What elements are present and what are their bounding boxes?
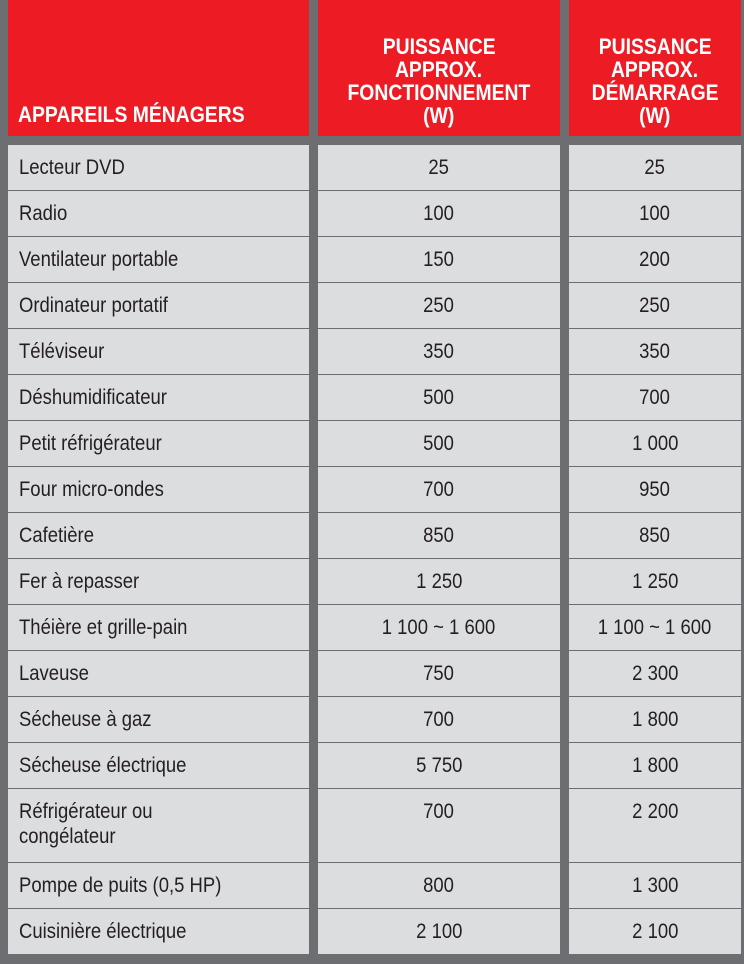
appliance-name: Cuisinière électrique [19,920,187,943]
appliance-name-cell [8,145,309,190]
running-watts-value-cell [318,697,560,742]
starting-watts-value: 850 [639,524,671,547]
starting-watts-value: 25 [644,156,666,179]
appliance-name: Téléviseur [19,340,105,363]
running-watts-header [318,0,560,136]
running-watts-value-cell [318,375,560,420]
appliance-name-cell [8,863,309,908]
starting-watts-value: 1 800 [631,754,679,777]
starting-watts-value: 100 [639,202,671,225]
starting-watts-value-cell [569,909,741,954]
running-watts-value: 500 [423,386,455,409]
running-watts-value: 150 [423,248,455,271]
starting-watts-value-cell [569,191,741,236]
appliance-name: Pompe de puits (0,5 HP) [19,874,222,897]
appliance-name-cell [8,237,309,282]
starting-watts-value: 2 100 [631,920,679,943]
appliance-header [8,0,309,136]
running-watts-value-cell [318,467,560,512]
running-watts-value: 350 [423,340,455,363]
appliance-name-cell [8,605,309,650]
starting-watts-value-cell [569,467,741,512]
starting-watts-value-cell [569,789,741,862]
running-watts-value: 700 [423,478,455,501]
appliance-name-cell [8,909,309,954]
running-watts-value-cell [318,559,560,604]
appliance-name: Lecteur DVD [19,156,125,179]
running-watts-value-cell [318,863,560,908]
starting-watts-column [569,0,741,964]
running-watts-value: 25 [428,156,450,179]
starting-watts-value-cell [569,651,741,696]
appliance-name: Fer à repasser [19,570,140,593]
appliance-name: Petit réfrigérateur [19,432,162,455]
running-watts-value-cell [318,283,560,328]
appliance-name-cell [8,513,309,558]
starting-watts-value: 1 800 [631,708,679,731]
starting-watts-value-cell [569,145,741,190]
appliance-name-cell [8,559,309,604]
appliance-name: Ventilateur portable [19,248,179,271]
running-watts-value: 850 [423,524,455,547]
starting-header-line: DÉMARRAGE [591,80,719,105]
appliance-name: Sécheuse à gaz [19,708,152,731]
appliance-name: Ordinateur portatif [19,294,168,317]
starting-watts-value-cell [569,283,741,328]
running-watts-value: 2 100 [415,920,463,943]
starting-watts-value: 250 [639,294,671,317]
appliance-name: Sécheuse électrique [19,754,187,777]
running-watts-value-cell [318,191,560,236]
starting-watts-value-cell [569,559,741,604]
starting-watts-value: 700 [639,386,671,409]
starting-watts-value: 1 000 [631,432,679,455]
appliance-name-cell [8,651,309,696]
running-watts-column [318,0,560,964]
starting-watts-value: 2 200 [631,800,679,823]
running-header-line: (W) [423,103,455,128]
starting-watts-value: 2 300 [631,662,679,685]
running-watts-value: 700 [423,708,455,731]
appliance-name-cell [8,329,309,374]
appliance-name: Four micro-ondes [19,478,164,501]
running-watts-value: 250 [423,294,455,317]
appliance-name-cell [8,283,309,328]
starting-watts-value-cell [569,237,741,282]
running-watts-value: 100 [423,202,455,225]
running-watts-value-cell [318,237,560,282]
starting-watts-value: 1 100 ~ 1 600 [598,616,712,639]
starting-watts-value-cell [569,421,741,466]
running-watts-value: 5 750 [415,754,463,777]
appliance-name-cell [8,375,309,420]
appliance-header-label: APPAREILS MÉNAGERS [18,102,245,127]
running-watts-value-cell [318,651,560,696]
running-watts-value: 800 [423,874,455,897]
running-watts-cells [318,145,560,955]
appliance-name-cell [8,467,309,512]
appliance-name: Déshumidificateur [19,386,167,409]
running-header-line: APPROX. [395,57,483,82]
appliance-column [8,0,309,964]
running-watts-value: 700 [423,800,455,823]
appliance-name: Radio [19,202,68,225]
appliance-name: Laveuse [19,662,89,685]
starting-watts-value: 350 [639,340,671,363]
running-watts-value: 1 100 ~ 1 600 [382,616,496,639]
appliance-name-cell [8,743,309,788]
appliance-name: Cafetière [19,524,94,547]
appliance-name: Théière et grille-pain [19,616,188,639]
running-watts-value-cell [318,513,560,558]
appliance-name-line: Réfrigérateur ou [19,800,153,823]
running-watts-value-cell [318,789,560,862]
running-header-line: FONCTIONNEMENT [347,80,531,105]
starting-watts-value: 1 250 [631,570,679,593]
appliance-name-cell [8,421,309,466]
appliance-name-cell [8,789,309,862]
appliance-name-cell [8,191,309,236]
starting-header-line: PUISSANCE [598,34,712,59]
starting-header-line: (W) [639,103,671,128]
running-watts-value-cell [318,145,560,190]
starting-watts-value: 950 [639,478,671,501]
starting-watts-value-cell [569,329,741,374]
running-header-line: PUISSANCE [382,34,496,59]
starting-watts-value: 200 [639,248,671,271]
starting-watts-value-cell [569,375,741,420]
starting-watts-value: 1 300 [631,874,679,897]
starting-watts-value-cell [569,743,741,788]
running-watts-value-cell [318,743,560,788]
starting-watts-value-cell [569,697,741,742]
starting-watts-header [569,0,741,136]
running-watts-value: 1 250 [415,570,463,593]
running-watts-value-cell [318,605,560,650]
starting-header-line: APPROX. [611,57,699,82]
appliance-cells [8,145,309,955]
starting-watts-value-cell [569,513,741,558]
appliance-name-cell [8,697,309,742]
starting-watts-value-cell [569,863,741,908]
running-watts-value-cell [318,909,560,954]
starting-watts-value-cell [569,605,741,650]
running-watts-value: 750 [423,662,455,685]
appliance-name-line: congélateur [19,825,116,848]
running-watts-value-cell [318,421,560,466]
running-watts-value-cell [318,329,560,374]
starting-watts-cells [569,145,741,955]
running-watts-value: 500 [423,432,455,455]
